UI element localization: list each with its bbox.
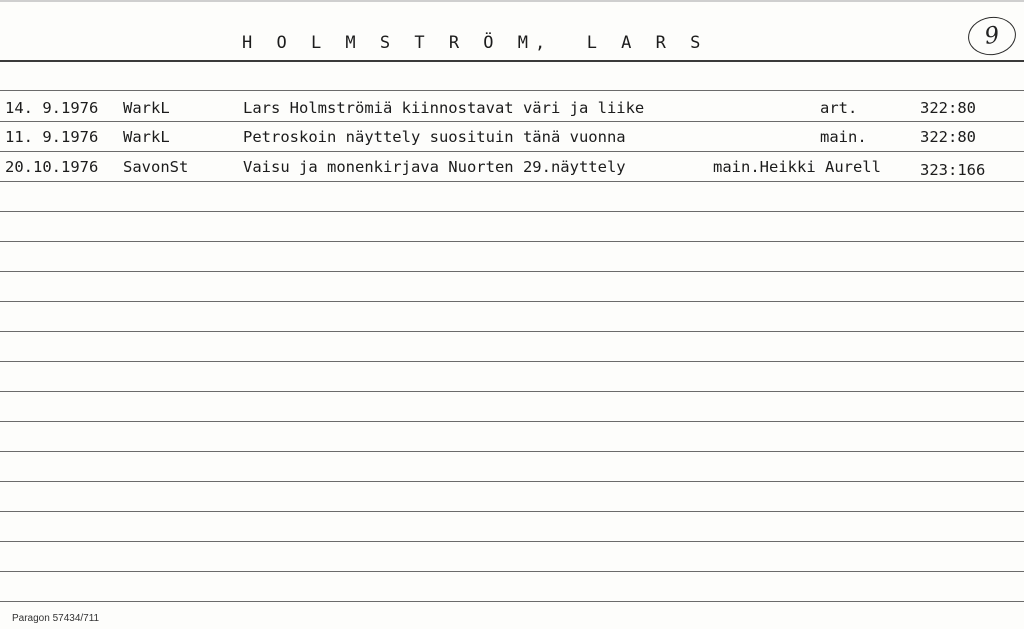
card-print-code: Paragon 57434/711 — [12, 613, 100, 624]
header-rule — [0, 60, 1024, 62]
entry-type: main. — [820, 128, 867, 146]
entry-type: main.Heikki Aurell — [713, 158, 881, 176]
entry-row — [0, 128, 1024, 154]
ruled-line — [0, 301, 1024, 302]
ruled-line — [0, 361, 1024, 362]
ruled-line — [0, 511, 1024, 512]
ruled-line — [0, 541, 1024, 542]
entry-reference: 322:80 — [920, 99, 976, 117]
ruled-line — [0, 331, 1024, 332]
ruled-line — [0, 571, 1024, 572]
ruled-line — [0, 211, 1024, 212]
entry-date: 20.10.1976 — [5, 158, 99, 176]
entry-source: SavonSt — [123, 158, 189, 176]
ruled-line — [0, 481, 1024, 482]
entry-title: Petroskoin näyttely suosituin tänä vuonna — [243, 128, 626, 146]
entry-reference: 323:166 — [920, 161, 986, 179]
entry-row — [0, 158, 1024, 184]
entry-source: WarkL — [123, 128, 170, 146]
ruled-line — [0, 601, 1024, 602]
ruled-line — [0, 271, 1024, 272]
ruled-line — [0, 421, 1024, 422]
card-number-circled: 9 — [966, 14, 1019, 58]
entry-title: Lars Holmströmiä kiinnostavat väri ja liike — [243, 99, 645, 117]
ruled-line — [0, 451, 1024, 452]
ruled-line — [0, 391, 1024, 392]
entry-title: Vaisu ja monenkirjava Nuorten 29.näyttely — [243, 158, 626, 176]
entry-reference: 322:80 — [920, 128, 976, 146]
top-edge — [0, 0, 1024, 2]
ruled-line — [0, 241, 1024, 242]
entry-row — [0, 99, 1024, 125]
entry-type: art. — [820, 99, 858, 117]
entry-date: 14. 9.1976 — [5, 99, 99, 117]
card-heading: H O L M S T R Ö M, L A R S — [242, 33, 708, 53]
entry-date: 11. 9.1976 — [5, 128, 99, 146]
ruled-line — [0, 90, 1024, 91]
entry-source: WarkL — [123, 99, 170, 117]
